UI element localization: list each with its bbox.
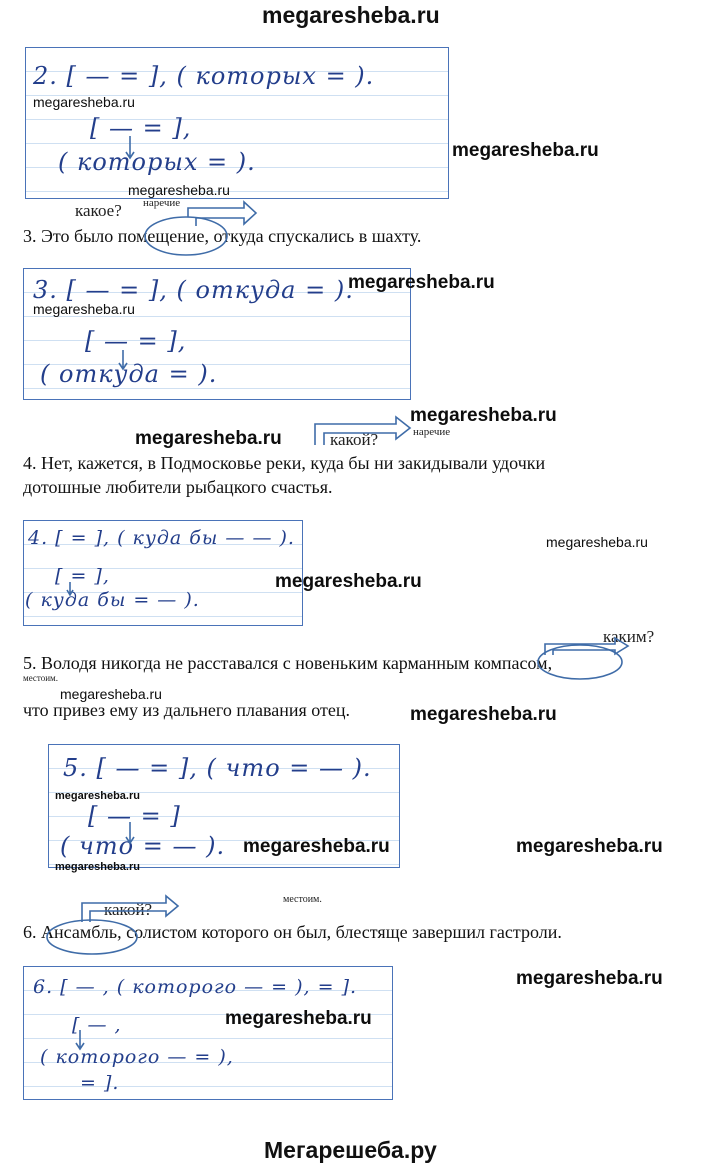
ex4-pos-label: наречие: [413, 426, 451, 438]
ex5-pos-label: местоим.: [23, 673, 58, 683]
watermark: megaresheba.ru: [410, 704, 557, 725]
watermark: megaresheba.ru: [410, 405, 557, 426]
ex3-sentence: 3. Это было помещение, откуда спускались в шахту.: [23, 226, 422, 246]
watermark: megaresheba.ru: [33, 94, 135, 110]
ex2-scheme-line1: 2. [ — = ], ( которых = ).: [33, 62, 375, 90]
ex4-scheme-line3: ( куда бы = — ).: [25, 589, 200, 611]
ex3-scheme-line1: 3. [ — = ], ( откуда = ).: [33, 276, 354, 304]
watermark: megaresheba.ru: [33, 301, 135, 317]
ex6-scheme-line1: 6. [ — , ( которого — = ), = ].: [33, 976, 358, 998]
ex5-sentence-line2: что привез ему из дальнего плавания отец.: [23, 700, 350, 720]
ex6-sentence: 6. Ансамбль, солистом которого он был, блестяще завершил гастроли.: [23, 922, 562, 942]
ex5-scheme-line1: 5. [ — = ], ( что = — ).: [63, 754, 372, 782]
ex5-sentence-line1: 5. Володя никогда не расставался с новеньким карманным компасом,: [23, 653, 553, 673]
watermark: megaresheba.ru: [452, 140, 599, 161]
ex4-sentence-line1: 4. Нет, кажется, в Подмосковье реки, куда бы ни закидывали удочки: [23, 453, 546, 473]
ex2-scheme-line3: ( которых = ).: [58, 148, 256, 176]
watermark: megaresheba.ru: [243, 836, 390, 857]
ex6-scheme-line4: = ].: [80, 1072, 120, 1094]
footer-title: Мегарешеба.ру: [264, 1137, 437, 1163]
ex2-scheme-line2: [ — = ],: [90, 114, 192, 142]
watermark: megaresheba.ru: [546, 534, 648, 550]
ex3-question: какое?: [75, 201, 122, 220]
watermark: megaresheba.ru: [60, 686, 162, 702]
watermark: megaresheba.ru: [516, 968, 663, 989]
ex6-question: какой?: [104, 900, 153, 919]
watermark: megaresheba.ru: [275, 571, 422, 592]
ex5-question: каким?: [603, 627, 655, 646]
ex3-arrow: [188, 202, 256, 226]
ex3-scheme-line3: ( откуда = ).: [40, 360, 218, 388]
ex5-scheme-line2: [ — = ]: [88, 802, 181, 830]
ex6-pos-label: местоим.: [283, 894, 322, 905]
ex4-question: какой?: [330, 430, 379, 449]
watermark: megaresheba.ru: [348, 272, 495, 293]
watermark: megaresheba.ru: [225, 1008, 372, 1029]
ex4-scheme-line2: [ = ],: [55, 565, 110, 587]
ex3-scheme-line2: [ — = ],: [85, 327, 187, 355]
ex4-sentence-line2: дотошные любители рыбацкого счастья.: [23, 477, 333, 497]
ex6-scheme-line2: [ — ,: [72, 1014, 122, 1036]
watermark: megaresheba.ru: [128, 182, 230, 198]
ex4-scheme-line1: 4. [ = ], ( куда бы — — ).: [28, 527, 295, 549]
ex6-scheme-line3: ( которого — = ),: [40, 1046, 234, 1068]
watermark: megaresheba.ru: [55, 861, 140, 873]
watermark: megaresheba.ru: [516, 836, 663, 857]
watermark: megaresheba.ru: [135, 428, 282, 449]
site-title: megaresheba.ru: [262, 2, 440, 28]
ex5-scheme-line3: ( что = — ).: [60, 832, 226, 860]
watermark: megaresheba.ru: [55, 790, 140, 802]
ex3-pos-label: наречие: [143, 197, 181, 209]
